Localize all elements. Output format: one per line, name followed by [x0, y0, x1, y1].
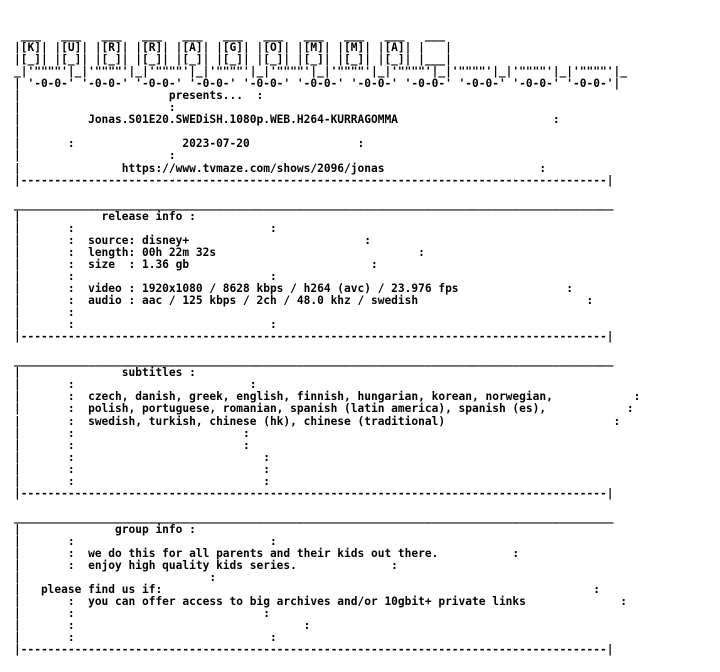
nfo-line: | : : — [14, 631, 277, 645]
nfo-line: | : czech, danish, greek, english, finnish, hungarian, korean, norwegian, : — [14, 390, 641, 404]
nfo-line: ___ ___ ___ ___ ___ ___ ___ ___ ___ ___ ___ — [14, 29, 446, 42]
nfo-line: | : : — [14, 426, 250, 440]
nfo-line: | : : — [14, 269, 277, 283]
nfo-line: _|'""""'|_|'""""'|_|'""""'|_|'""""'|_|'""""'|_|'""""'|_|'""""'|_|'""""'|_|'""""'|_|'""""'|_ — [14, 65, 627, 79]
nfo-line: | : polish, portuguese, romanian, spanish (latin america), spanish (es), : — [14, 402, 634, 416]
nfo-line: | : : — [14, 221, 277, 235]
nfo-line: | : — [14, 306, 75, 320]
nfo-line: _________________________________________________________________________________________ — [14, 354, 614, 368]
nfo-line: | : — [14, 149, 176, 163]
nfo-line: | group info : — [14, 522, 196, 536]
nfo-line: | : source: disney+ : — [14, 233, 371, 247]
nfo-line: | : : — [14, 462, 270, 476]
nfo-line: |---------------------------------------------------------------------------------------| — [14, 173, 614, 187]
nfo-line: |---------------------------------------------------------------------------------------| — [14, 643, 614, 657]
nfo-line: |---------------------------------------------------------------------------------------| — [14, 330, 614, 344]
nfo-line: | : : — [14, 534, 277, 548]
nfo-line: | '-0-0-' '-0-0-' '-0-0-' '-0-0-' '-0-0-' '-0-0-' '-0-0-' '-0-0-' '-0-0-' '-0-0-' '-0-0-'| — [14, 77, 621, 91]
nfo-line: | : : — [14, 450, 270, 464]
nfo-line: | : — [14, 571, 217, 585]
nfo-line: |[_]| |[_]| |[_]| |[_]| |[_]| |[_]| |[_]| |[_]| |[_]| |[_]| |___| — [14, 53, 452, 67]
nfo-line: | : : — [14, 607, 270, 621]
nfo-text-block — [14, 30, 640, 656]
nfo-line: _________________________________________________________________________________________ — [14, 197, 614, 211]
nfo-line: | : : — [14, 619, 311, 633]
nfo-line: | https://www.tvmaze.com/shows/2096/jonas : — [14, 161, 547, 175]
nfo-line: | Jonas.S01E20.SWEDiSH.1080p.WEB.H264-KURRAGOMMA : — [14, 113, 560, 127]
nfo-line: | : — [14, 101, 176, 115]
nfo-line: | : : — [14, 318, 277, 332]
nfo-line: | : you can offer access to big archives and/or 10gbit+ private links : — [14, 595, 627, 609]
nfo-line: | please find us if: : — [14, 583, 600, 597]
nfo-line: |[K]| |[U]| |[R]| |[R]| |[A]| |[G]| |[O]| |[M]| |[M]| |[A]| | | — [14, 41, 452, 55]
nfo-line: | : 2023-07-20 : — [14, 137, 365, 151]
nfo-line: | : swedish, turkish, chinese (hk), chinese (traditional) : — [14, 414, 621, 428]
nfo-line: | : we do this for all parents and their kids out there. : — [14, 547, 520, 561]
nfo-line: | : size : 1.36 gb : — [14, 257, 378, 271]
nfo-line: |---------------------------------------------------------------------------------------| — [14, 486, 614, 500]
nfo-line: | — [14, 125, 21, 139]
nfo-line: | : video : 1920x1080 / 8628 kbps / h264 (avc) / 23.976 fps : — [14, 281, 574, 295]
nfo-line: | : : — [14, 378, 257, 392]
nfo-line: | : : — [14, 438, 250, 452]
nfo-line: | : : — [14, 474, 270, 488]
nfo-line: _________________________________________________________________________________________ — [14, 510, 614, 524]
nfo-line: | : enjoy high quality kids series. : — [14, 559, 398, 573]
nfo-line: | : audio : aac / 125 kbps / 2ch / 48.0 khz / swedish : — [14, 294, 594, 308]
nfo-line: | : length: 00h 22m 32s : — [14, 245, 425, 259]
nfo-line: | presents... : — [14, 89, 264, 103]
nfo-line: | subtitles : — [14, 366, 196, 380]
nfo-line: | release info : — [14, 209, 196, 223]
